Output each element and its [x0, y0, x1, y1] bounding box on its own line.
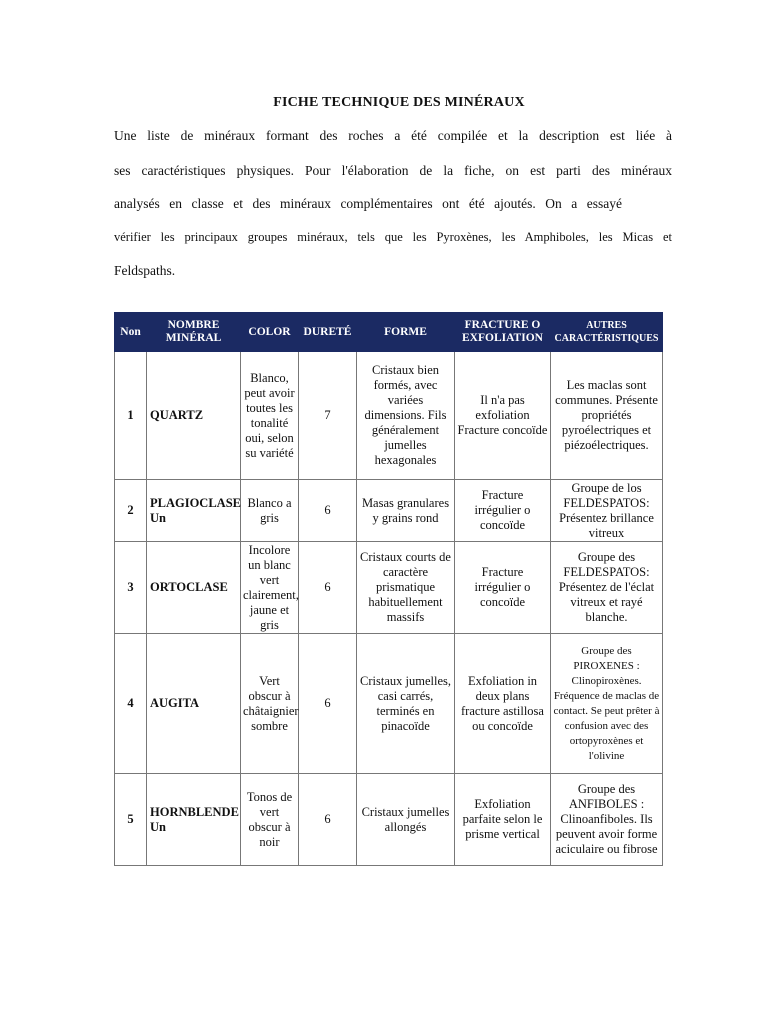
mineral-other: Groupe des ANFIBOLES : Clinoanfiboles. Ils peuvent avoir forme aciculaire ou fibrose: [551, 774, 663, 866]
mineral-name: PLAGIOCLASE Un: [147, 480, 241, 542]
mineral-other: Les maclas sont communes. Présente propriétés pyroélectriques et piézoélectriques.: [551, 352, 663, 480]
mineral-name: AUGITA: [147, 634, 241, 774]
mineral-fracture: Fracture irrégulier o concoïde: [455, 480, 551, 542]
table-row: [115, 352, 663, 480]
table-header-row: [115, 313, 663, 352]
mineral-name: HORNBLENDE Un: [147, 774, 241, 866]
minerals-table: [114, 312, 663, 866]
mineral-color: Vert obscur à châtaignier sombre: [241, 634, 299, 774]
mineral-other: Groupe de los FELDESPATOS: Présentez brillance vitreux: [551, 480, 663, 542]
row-number: 4: [115, 634, 147, 774]
mineral-form: Cristaux jumelles allongés: [357, 774, 455, 866]
mineral-hardness: 6: [299, 480, 357, 542]
mineral-color: Incolore un blanc vert clairement, jaune et gris: [241, 542, 299, 634]
mineral-fracture: Exfoliation parfaite selon le prisme vertical: [455, 774, 551, 866]
table-row: [115, 480, 663, 542]
header-non: Non: [115, 313, 147, 352]
table-row: [115, 634, 663, 774]
header-mineral-name: NOMBRE MINÉRAL: [147, 313, 241, 352]
header-fracture: FRACTURE O EXFOLIATION: [455, 313, 551, 352]
intro-line-1: Une liste de minéraux formant des roches a été compilée et la description est liée à: [114, 128, 672, 143]
mineral-fracture: Fracture irrégulier o concoïde: [455, 542, 551, 634]
table-row: [115, 542, 663, 634]
mineral-color: Tonos de vert obscur à noir: [241, 774, 299, 866]
mineral-name: QUARTZ: [147, 352, 241, 480]
row-number: 3: [115, 542, 147, 634]
header-color: COLOR: [241, 313, 299, 352]
intro-line-3: analysés en classe et des minéraux complémentaires ont été ajoutés. On a essayé: [114, 196, 622, 211]
mineral-form: Cristaux courts de caractère prismatique habituellement massifs: [357, 542, 455, 634]
mineral-hardness: 7: [299, 352, 357, 480]
header-form: FORME: [357, 313, 455, 352]
header-other: AUTRES CARACTÉRISTIQUES: [551, 313, 663, 352]
mineral-hardness: 6: [299, 634, 357, 774]
mineral-fracture: Il n'a pas exfoliation Fracture concoïde: [455, 352, 551, 480]
mineral-form: Cristaux jumelles, casi carrés, terminés en pinacoïde: [357, 634, 455, 774]
mineral-form: Masas granulares y grains rond: [357, 480, 455, 542]
mineral-hardness: 6: [299, 774, 357, 866]
mineral-form: Cristaux bien formés, avec variées dimensions. Fils généralement jumelles hexagonales: [357, 352, 455, 480]
mineral-fracture: Exfoliation in deux plans fracture astillosa ou concoïde: [455, 634, 551, 774]
row-number: 5: [115, 774, 147, 866]
table-row: [115, 774, 663, 866]
mineral-color: Blanco a gris: [241, 480, 299, 542]
document-title: FICHE TECHNIQUE DES MINÉRAUX: [273, 95, 525, 110]
mineral-other: Groupe des FELDESPATOS: Présentez de l'éclat vitreux et rayé blanche.: [551, 542, 663, 634]
intro-line-2: ses caractéristiques physiques. Pour l'élaboration de la fiche, on est parti des minéraux: [114, 163, 672, 178]
intro-line-4: vérifier les principaux groupes minéraux, tels que les Pyroxènes, les Amphiboles, les Micas et: [114, 230, 672, 244]
mineral-color: Blanco, peut avoir toutes les tonalité oui, selon su variété: [241, 352, 299, 480]
intro-line-5: Feldspaths.: [114, 263, 176, 278]
mineral-other: Groupe des PIROXENES : Clinopiroxènes. Fréquence de maclas de contact. Se peut prêter à confusion avec des ortopyroxènes et l'olivine: [551, 634, 663, 774]
row-number: 2: [115, 480, 147, 542]
mineral-hardness: 6: [299, 542, 357, 634]
header-hardness: DURETÉ: [299, 313, 357, 352]
row-number: 1: [115, 352, 147, 480]
mineral-name: ORTOCLASE: [147, 542, 241, 634]
